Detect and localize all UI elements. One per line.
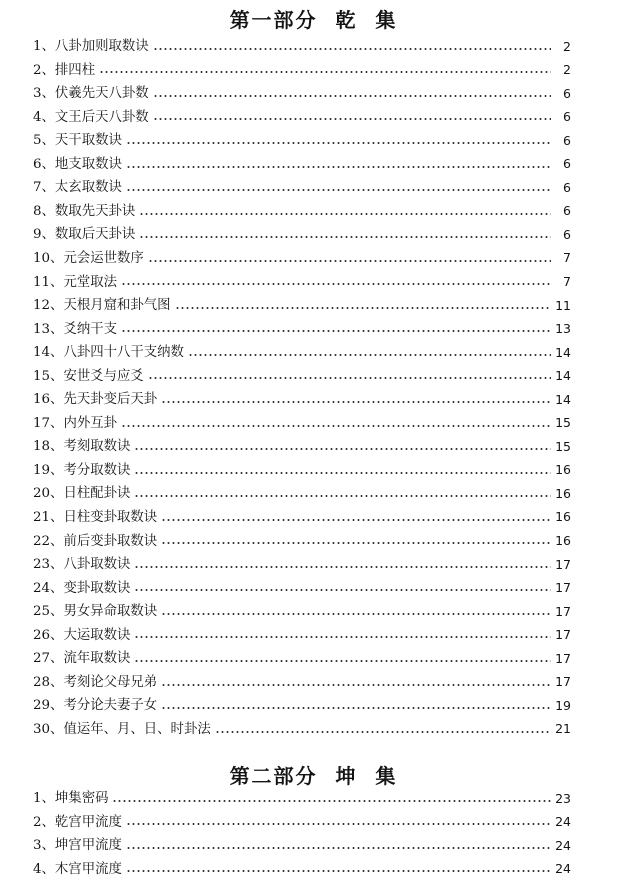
toc-entry-number: 23、: [33, 557, 64, 573]
toc-entry-title: 安世爻与应爻: [63, 368, 144, 384]
toc-entry-number: 27、: [33, 651, 64, 667]
toc-entry-page: 6: [563, 156, 571, 172]
toc-entry-page: 6: [563, 109, 571, 125]
toc-entry-title: 木宫甲流度: [54, 861, 122, 877]
toc-entry-page: 14: [555, 344, 571, 360]
toc-entry-title: 内外互卦: [63, 415, 117, 431]
toc-entry-title: 八卦四十八干支纳数: [63, 345, 184, 361]
toc-entry-title: 地支取数诀: [54, 156, 122, 172]
dot-leader: [188, 354, 551, 356]
toc-entry-title: 爻纳干支: [63, 321, 117, 337]
toc-entry-number: 12、: [33, 298, 64, 314]
dot-leader: [134, 660, 551, 662]
toc-entry-number: 17、: [33, 415, 64, 431]
toc-entry-title: 值运年、月、日、时卦法: [63, 721, 211, 737]
toc-entry-page: 14: [555, 368, 571, 384]
dot-leader: [126, 166, 551, 168]
dot-leader: [99, 71, 551, 73]
toc-entry-number: 29、: [33, 698, 64, 714]
toc-entry-number: 6、: [33, 156, 55, 172]
dot-leader: [161, 613, 551, 615]
toc-entry-number: 26、: [33, 627, 64, 643]
toc-entry: [33, 294, 571, 318]
dot-leader: [112, 800, 551, 802]
dot-leader: [121, 330, 551, 332]
dot-leader: [148, 260, 551, 262]
toc-entry-number: 21、: [33, 510, 64, 525]
toc-entry-page: 17: [555, 556, 571, 572]
toc-entry-number: 10、: [33, 250, 64, 266]
toc-entry-page: 16: [555, 533, 571, 548]
toc-entry-title: 太玄取数诀: [54, 180, 122, 196]
dot-leader: [161, 707, 551, 709]
dot-leader: [148, 377, 551, 379]
toc-entry-page: 17: [555, 580, 571, 596]
toc-entry-number: 3、: [33, 86, 55, 102]
toc-entry-page: 15: [555, 438, 571, 454]
toc-entry-title: 变卦取数诀: [63, 580, 131, 596]
toc-entry-title: 伏羲先天八卦数: [54, 86, 149, 102]
toc-entry-number: 22、: [33, 533, 64, 549]
dot-leader: [134, 636, 551, 638]
dot-leader: [161, 542, 551, 544]
toc-entry-page: 13: [555, 321, 571, 337]
toc-entry: [33, 647, 571, 671]
toc-entry: [33, 694, 571, 718]
toc-entry: [33, 624, 571, 648]
toc-entry: [33, 59, 571, 83]
toc-entry: [33, 600, 571, 624]
dot-leader: [175, 307, 551, 309]
toc-entry: [33, 176, 571, 200]
toc-entry: [33, 718, 571, 742]
toc-entry-number: 14、: [33, 345, 64, 361]
toc-entry: [33, 435, 571, 459]
toc-entry-page: 2: [563, 62, 571, 78]
dot-leader: [134, 448, 551, 450]
part2-toc: [33, 787, 571, 881]
toc-entry: [33, 200, 571, 224]
toc-entry-title: 文王后天八卦数: [54, 109, 149, 125]
toc-entry-page: 6: [563, 226, 571, 242]
dot-leader: [126, 870, 551, 872]
toc-entry-page: 16: [555, 485, 571, 501]
toc-entry-title: 排四柱: [54, 62, 96, 78]
dot-leader: [126, 189, 551, 191]
toc-entry-title: 天干取数诀: [54, 133, 122, 149]
toc-entry-page: 6: [563, 179, 571, 195]
toc-entry-number: 13、: [33, 321, 64, 337]
toc-entry-title: 元会运世数序: [63, 250, 144, 266]
toc-entry-page: 6: [563, 85, 571, 101]
toc-entry-number: 1、: [33, 791, 55, 807]
toc-entry: [33, 787, 571, 811]
toc-entry: [33, 858, 571, 881]
dot-leader: [126, 823, 551, 825]
toc-entry-page: 6: [563, 132, 571, 148]
part2-title: 第二部分 坤 集: [229, 764, 398, 788]
toc-entry-title: 男女异命取数诀: [63, 604, 158, 620]
toc-entry-page: 2: [563, 38, 571, 54]
toc-entry: [33, 223, 571, 247]
toc-entry-page: 7: [563, 273, 571, 289]
toc-entry-page: 24: [555, 861, 571, 877]
toc-entry-page: 24: [555, 837, 571, 853]
toc-entry-page: 6: [563, 203, 571, 219]
toc-entry-title: 坤集密码: [54, 791, 109, 807]
dot-leader: [215, 731, 551, 733]
toc-entry-page: 15: [555, 415, 571, 431]
toc-entry-number: 4、: [33, 109, 55, 125]
toc-entry: [33, 459, 571, 483]
toc-entry: [33, 506, 571, 530]
dot-leader: [134, 495, 551, 497]
toc-entry-page: 17: [555, 674, 571, 690]
toc-entry-number: 28、: [33, 674, 64, 690]
dot-leader: [126, 847, 551, 849]
toc-entry-title: 天根月窟和卦气图: [63, 298, 171, 314]
toc-entry-number: 8、: [33, 203, 55, 219]
toc-entry-page: 14: [555, 391, 571, 407]
toc-entry-number: 24、: [33, 580, 64, 596]
toc-entry-number: 25、: [33, 604, 64, 620]
dot-leader: [161, 684, 551, 686]
toc-entry-number: 3、: [33, 838, 55, 854]
dot-leader: [153, 118, 551, 120]
dot-leader: [134, 566, 551, 568]
toc-entry-title: 八卦取数诀: [63, 557, 131, 573]
dot-leader: [121, 425, 551, 427]
toc-entry-page: 17: [555, 627, 571, 643]
toc-entry-page: 17: [555, 603, 571, 619]
dot-leader: [161, 519, 551, 521]
toc-entry-number: 16、: [33, 392, 64, 408]
part1-title: 第一部分 乾 集: [229, 8, 398, 32]
toc-entry-title: 考分取数诀: [63, 462, 131, 478]
dot-leader: [153, 95, 551, 97]
toc-entry-title: 考刻取数诀: [63, 439, 131, 455]
toc-entry-page: 24: [555, 814, 571, 830]
toc-entry-number: 9、: [33, 227, 55, 243]
toc-entry-page: 16: [555, 462, 571, 478]
dot-leader: [134, 589, 551, 591]
toc-entry-number: 4、: [33, 861, 55, 877]
toc-entry-number: 5、: [33, 133, 55, 149]
dot-leader: [134, 472, 551, 474]
toc-entry-number: 2、: [33, 814, 55, 830]
toc-entry-number: 2、: [33, 62, 55, 78]
part1-toc: [33, 35, 571, 741]
toc-entry-title: 先天卦变后天卦: [63, 392, 158, 408]
toc-entry-title: 八卦加则取数诀: [54, 39, 149, 55]
dot-leader: [153, 48, 551, 50]
toc-entry-page: 11: [555, 297, 571, 313]
toc-entry: [33, 553, 571, 577]
toc-entry-number: 20、: [33, 486, 64, 502]
toc-entry-number: 7、: [33, 180, 55, 196]
toc-entry: [33, 153, 571, 177]
toc-entry-number: 1、: [33, 39, 55, 55]
toc-entry: [33, 341, 571, 365]
toc-entry-title: 考刻论父母兄弟: [63, 674, 158, 690]
toc-entry: [33, 129, 571, 153]
toc-entry: [33, 318, 571, 342]
dot-leader: [126, 142, 551, 144]
toc-entry: [33, 811, 571, 835]
toc-entry-page: 19: [555, 697, 571, 713]
dot-leader: [121, 283, 551, 285]
toc-entry: [33, 247, 571, 271]
toc-entry-page: 21: [555, 721, 571, 737]
toc-entry: [33, 834, 571, 858]
toc-entry-title: 前后变卦取数诀: [63, 533, 158, 549]
toc-entry-page: 23: [555, 790, 571, 806]
toc-entry-number: 19、: [33, 462, 64, 478]
toc-entry: [33, 82, 571, 106]
toc-entry: [33, 482, 571, 506]
toc-entry-title: 日柱配卦诀: [63, 486, 131, 502]
toc-entry-number: 11、: [33, 274, 64, 290]
toc-entry-title: 流年取数诀: [63, 651, 131, 667]
toc-entry-title: 乾宫甲流度: [54, 814, 122, 830]
toc-entry-number: 15、: [33, 368, 64, 384]
toc-entry-page: 7: [563, 250, 571, 266]
toc-entry: [33, 577, 571, 601]
toc-entry-title: 数取后天卦诀: [54, 227, 136, 243]
toc-entry-title: 坤宫甲流度: [54, 838, 122, 854]
toc-entry: [33, 35, 571, 59]
toc-entry-title: 日柱变卦取数诀: [63, 510, 158, 525]
toc-entry: [33, 671, 571, 695]
dot-leader: [139, 236, 551, 238]
toc-entry: [33, 270, 571, 294]
toc-entry-page: 16: [555, 509, 571, 525]
dot-leader: [139, 213, 551, 215]
toc-entry-number: 30、: [33, 721, 64, 737]
toc-entry: [33, 412, 571, 436]
toc-entry-title: 数取先天卦诀: [54, 203, 136, 219]
toc-entry: [33, 365, 571, 389]
toc-entry-title: 元堂取法: [63, 274, 117, 290]
toc-entry-title: 大运取数诀: [63, 627, 131, 643]
toc-entry: [33, 388, 571, 412]
toc-entry-number: 18、: [33, 439, 64, 455]
toc-entry: [33, 529, 571, 553]
dot-leader: [161, 401, 551, 403]
toc-entry-page: 17: [555, 650, 571, 666]
toc-entry-title: 考分论夫妻子女: [63, 698, 158, 714]
toc-entry: [33, 106, 571, 130]
